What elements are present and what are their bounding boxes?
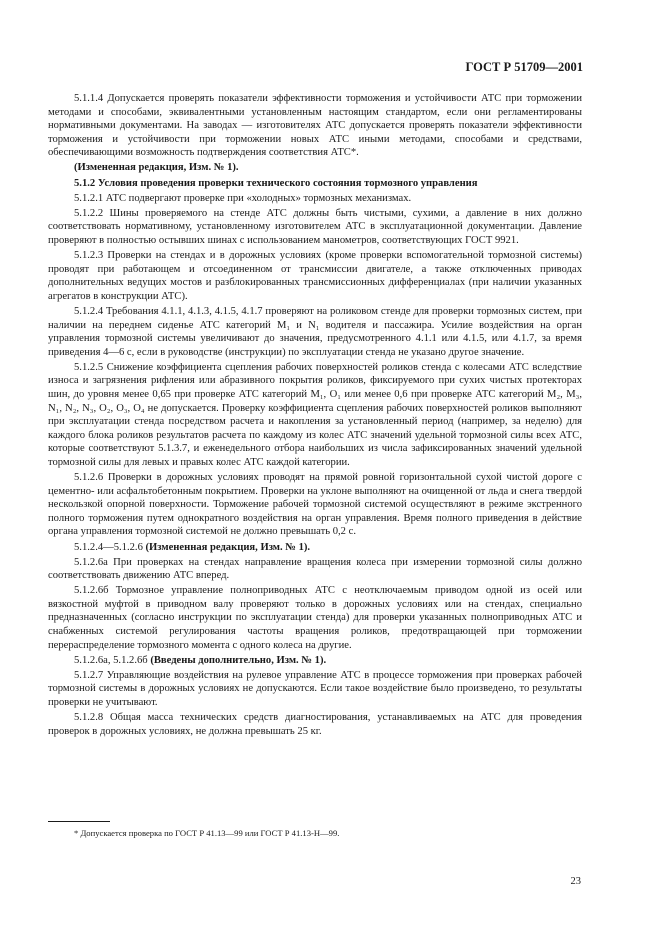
paragraph-5-1-2-2: 5.1.2.2 Шины проверяемого на стенде АТС должны быть чистыми, сухими, а давление в них должно соответствовать нормативному, установленному изготовителем АТС в эксплуатационной документации. Давление проверяют в полностью остывших шинах с использованием манометров, соответствующих ГОСТ 9921. (48, 207, 582, 246)
paragraph-5-1-1-4: 5.1.1.4 Допускается проверять показатели эффективности торможения и устойчивости АТС при торможении методами и способами, эквивалентными установленным настоящим стандартом, если они регламентированы нормативными документами. На заводах — изготовителях АТС допускается проверять показатели эффективности торможения и устойчивости при торможении новых АТС иными методами, способами и средствами, обеспечивающими возможность подтверждения соответствия АТС*. (48, 93, 582, 159)
footnote-separator (48, 821, 110, 822)
paragraph-5-1-2-6: 5.1.2.6 Проверки в дорожных условиях проводят на прямой ровной горизонтальной сухой чистой дороге с цементно- или асфальтобетонным покрытием. Проверки на уклоне выполняют на очищенной от льда и снега твердой нескользкой опорной поверхности. Торможение рабочей тормозной системой осуществляют в режиме экстренного полного торможения путем однократного воздействия на орган управления. Время полного приведения в действие органа управления тормозной системой не должно превышать 0,2 с. (48, 472, 582, 538)
paragraph-5-1-2-6a: 5.1.2.6а При проверках на стендах направление вращения колеса при измерении тормозной силы должно соответствовать движению АТС вперед. (48, 556, 582, 582)
amendment-note: (Измененная редакция, Изм. № 1). (74, 162, 239, 174)
paragraph-5-1-2-7: 5.1.2.7 Управляющие воздействия на рулевое управление АТС в процессе торможения при проверках рабочей тормозной системы в дорожных условиях не допускаются. Если такое воздействие было произведено, то результаты проверки не учитывают. (48, 669, 582, 709)
addition-ref: 5.1.2.6а, 5.1.2.6б (74, 654, 148, 666)
footnote: * Допускается проверка по ГОСТ Р 41.13—99 или ГОСТ Р 41.13-Н—99. (74, 828, 340, 838)
paragraph-5-1-2-4: 5.1.2.4 Требования 4.1.1, 4.1.3, 4.1.5, 4.1.7 проверяют на роликовом стенде для проверки тормозных систем, при наличии на переднем сиденье АТС категорий M₁ и N₁ водителя и пассажира. Усилие воздействия на орган управления тормозной системы увеличивают до значения, предусмотренного 4.1.1 или 4.1.5, или 4.1.7, за время приведения 4—6 с, если в руководстве (инструкции) по эксплуатации стенда не указано другое значение. (48, 305, 582, 358)
amendment-range-note (48, 541, 582, 555)
paragraph-5-1-2-6b: 5.1.2.6б Тормозное управление полноприводных АТС с неотключаемым приводом одной из осей или вязкостной муфтой в приводном валу проверяют только в дорожных условиях или на стендах, специально предназначенных (согласно инструкции по эксплуатации стенда) для проверки указанных полноприводных АТС и снабженных системой регулирования частоты вращения роликов, предотвращающей при торможении перераспределение тормозного момента с одного колеса на другие. (48, 585, 582, 651)
paragraph-5-1-2-3: 5.1.2.3 Проверки на стендах и в дорожных условиях (кроме проверки вспомогательной тормозной системы) проводят при работающем и отсоединенном от трансмиссии двигателе, а также отключенных приводах дополнительных ведущих мостов и разблокированных трансмиссионных дифференциалах (при наличии указанных агрегатов в конструкции АТС). (48, 250, 582, 302)
section-heading-5-1-2: 5.1.2 Условия проведения проверки технического состояния тормозного управления (74, 177, 478, 189)
addition-note (48, 654, 582, 668)
document-body (48, 92, 582, 740)
range-ref: 5.1.2.4—5.1.2.6 (74, 541, 143, 553)
document-header: ГОСТ Р 51709—2001 (465, 60, 583, 74)
paragraph-5-1-2-8: 5.1.2.8 Общая масса технических средств диагностирования, устанавливаемых на АТС для проведения проверок в дорожных условиях, не должна превышать 25 кг. (48, 712, 582, 737)
range-amendment: (Измененная редакция, Изм. № 1). (145, 541, 311, 553)
page-number: 23 (570, 876, 581, 887)
paragraph-5-1-2-1: 5.1.2.1 АТС подвергают проверке при «холодных» тормозных механизмах. (74, 192, 412, 204)
addition-amendment: (Введены дополнительно, Изм. № 1). (150, 654, 327, 666)
paragraph-5-1-2-5: 5.1.2.5 Снижение коэффициента сцепления рабочих поверхностей роликов стенда с колесами АТС вследствие износа и загрязнения рифления или абразивного покрытия роликов, фиксируемого при сухих чистых протекторах шин, до уровня менее 0,65 при проверке АТС категорий M₁, O₁ или менее 0,6 при проверке АТС категорий M₂, M₃, N₁, N₂, N₃, O₂, O₃, O₄ не допускается. Проверку коэффициента сцепления рабочих поверхностей роликов выполняют при эксплуатации стенда посредством расчета и накопления за установленный период (например, за неделю) для каждого блока роликов результатов расчета по каждому из колес АТС значений удельной тормозной силы всех АТС, которые соответствуют 5.1.3.7, и еженедельного отбора наибольших из числа зафиксированных значений удельной тормозной силы для левых и правых колес АТС каждой категории. (48, 361, 582, 468)
